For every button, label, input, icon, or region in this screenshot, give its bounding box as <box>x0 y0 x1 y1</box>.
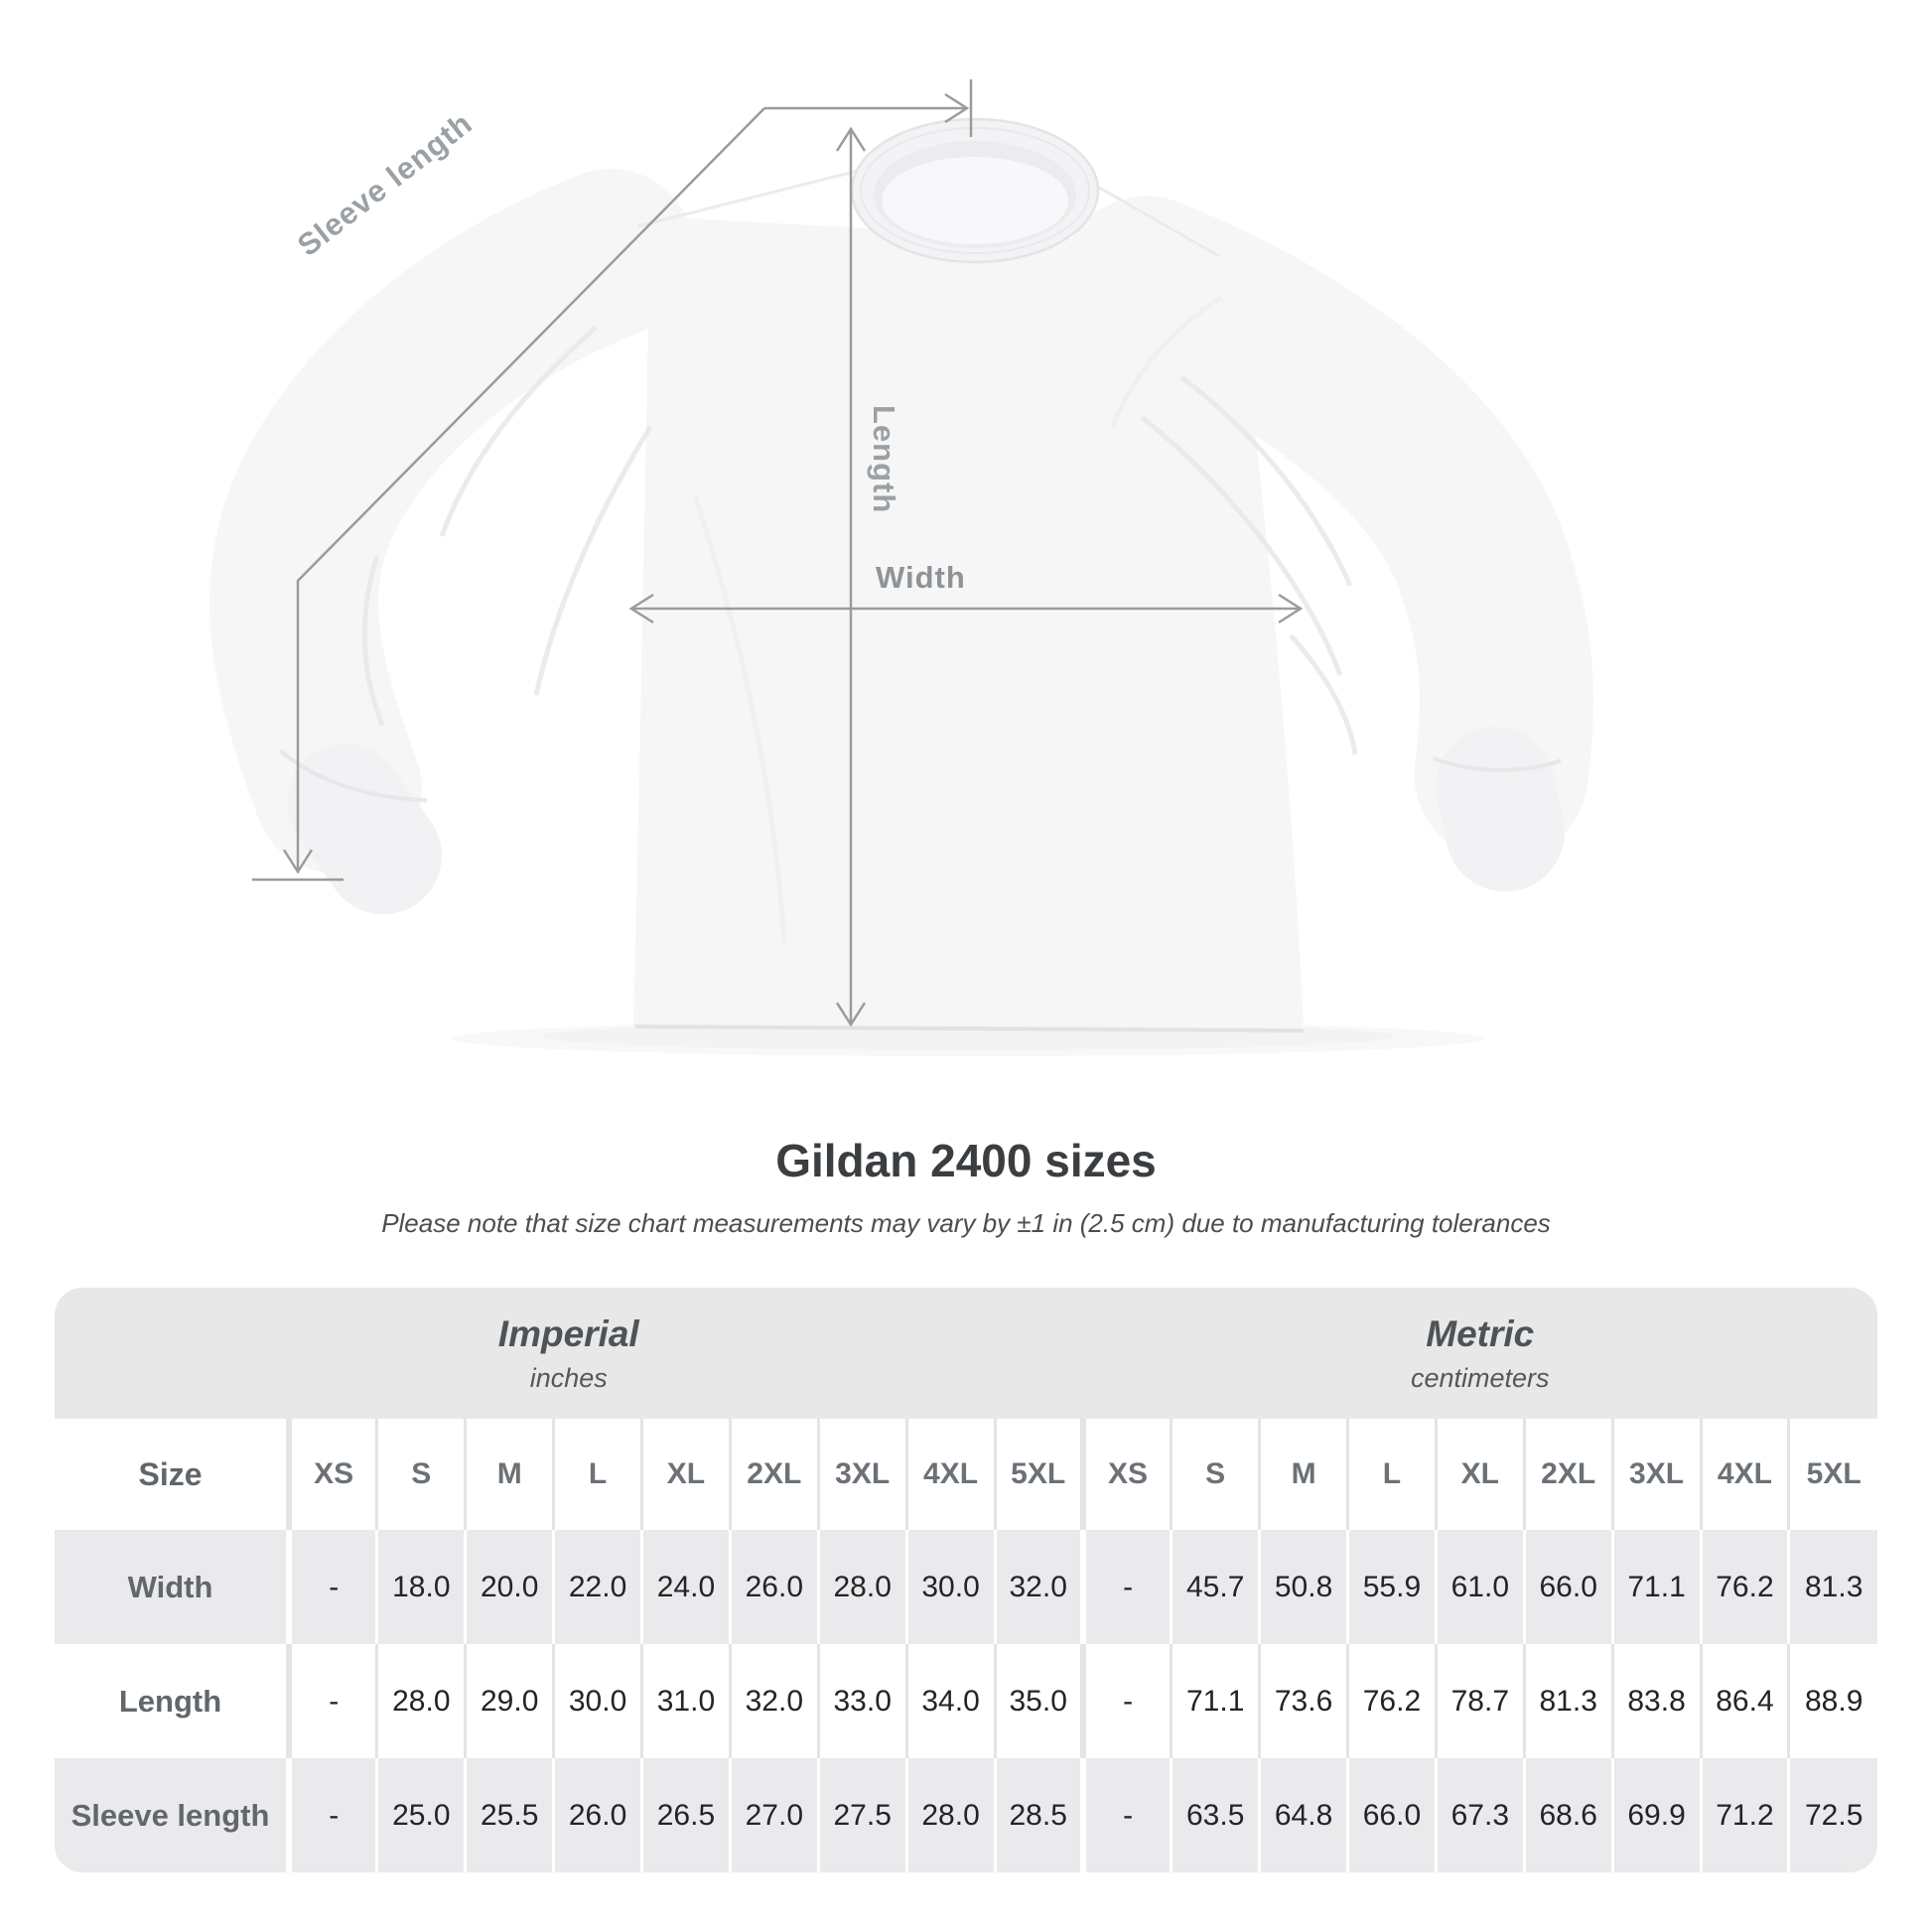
measurement-cell: 45.7 <box>1172 1530 1260 1644</box>
measurement-cell: - <box>1083 1644 1172 1758</box>
size-col-header-imperial-5xl: 5XL <box>995 1419 1083 1530</box>
size-col-header-imperial-xl: XL <box>642 1419 731 1530</box>
size-col-header-metric-l: L <box>1348 1419 1437 1530</box>
measurement-cell: 81.3 <box>1524 1644 1612 1758</box>
measurement-cell: 88.9 <box>1789 1644 1877 1758</box>
metric-group-header <box>1083 1288 1877 1419</box>
metric-group-name: Metric <box>1426 1312 1535 1354</box>
size-col-header-metric-4xl: 4XL <box>1701 1419 1789 1530</box>
measurement-cell: 30.0 <box>906 1530 995 1644</box>
measurement-cell: 50.8 <box>1260 1530 1348 1644</box>
measurements-table <box>55 1419 1877 1872</box>
size-header-row <box>55 1419 1877 1530</box>
measurement-cell: 61.0 <box>1436 1530 1524 1644</box>
size-col-header-imperial-3xl: 3XL <box>818 1419 906 1530</box>
size-col-header-metric-xs: XS <box>1083 1419 1172 1530</box>
row-label: Sleeve length <box>70 1797 270 1833</box>
size-col-header-metric-s: S <box>1172 1419 1260 1530</box>
size-col-header-metric-2xl: 2XL <box>1524 1419 1612 1530</box>
measurement-cell: 63.5 <box>1172 1758 1260 1872</box>
size-chart-table <box>55 1288 1877 1872</box>
measurement-cell: 24.0 <box>642 1530 731 1644</box>
measurement-cell: 83.8 <box>1612 1644 1701 1758</box>
tolerance-note: Please note that size chart measurements may vary by ±1 in (2.5 cm) due to manufacturing tolerances <box>381 1208 1551 1238</box>
measurement-cell: - <box>289 1758 377 1872</box>
measurement-cell: 26.5 <box>642 1758 731 1872</box>
measurement-cell: 28.5 <box>995 1758 1083 1872</box>
measurement-cell: 71.2 <box>1701 1758 1789 1872</box>
measurement-cell: 73.6 <box>1260 1644 1348 1758</box>
measurement-cell: 76.2 <box>1701 1530 1789 1644</box>
page-title: Gildan 2400 sizes <box>775 1135 1157 1186</box>
measurement-cell: 32.0 <box>995 1530 1083 1644</box>
measurement-cell: 25.5 <box>466 1758 554 1872</box>
row-label: Width <box>127 1569 213 1604</box>
width-label: Width <box>876 560 966 595</box>
measurement-cell: 26.0 <box>554 1758 642 1872</box>
table-row-sleeve-length <box>55 1758 1877 1872</box>
measurement-cell: - <box>289 1644 377 1758</box>
measurement-cell: 55.9 <box>1348 1530 1437 1644</box>
measurement-cell: 86.4 <box>1701 1644 1789 1758</box>
size-col-header-imperial-m: M <box>466 1419 554 1530</box>
measurement-cell: 78.7 <box>1436 1644 1524 1758</box>
measurement-cell: 66.0 <box>1348 1758 1437 1872</box>
measurement-cell: 81.3 <box>1789 1530 1877 1644</box>
measurement-cell: - <box>1083 1530 1172 1644</box>
measurement-cell: 29.0 <box>466 1644 554 1758</box>
measurement-cell: 76.2 <box>1348 1644 1437 1758</box>
measurement-cell: 27.0 <box>730 1758 818 1872</box>
measurement-cell: 26.0 <box>730 1530 818 1644</box>
measurement-cell: 22.0 <box>554 1530 642 1644</box>
size-column-header: Size <box>138 1455 203 1492</box>
measurement-cell: 66.0 <box>1524 1530 1612 1644</box>
size-col-header-metric-5xl: 5XL <box>1789 1419 1877 1530</box>
measurement-cell: 28.0 <box>906 1758 995 1872</box>
measurement-cell: 67.3 <box>1436 1758 1524 1872</box>
row-label: Length <box>118 1683 222 1719</box>
length-label: Length <box>867 405 901 514</box>
size-col-header-metric-xl: XL <box>1436 1419 1524 1530</box>
title-block <box>0 1137 1932 1238</box>
measurement-cell: 28.0 <box>818 1530 906 1644</box>
size-col-header-imperial-s: S <box>377 1419 466 1530</box>
measurement-cell: 68.6 <box>1524 1758 1612 1872</box>
sleeve-length-label: Sleeve length <box>291 105 480 263</box>
unit-group-banner <box>55 1288 1877 1419</box>
size-col-header-imperial-l: L <box>554 1419 642 1530</box>
measurement-cell: 30.0 <box>554 1644 642 1758</box>
imperial-group-header <box>55 1288 1083 1419</box>
size-col-header-metric-m: M <box>1260 1419 1348 1530</box>
metric-group-unit: centimeters <box>1410 1362 1550 1393</box>
measurement-cell: 25.0 <box>377 1758 466 1872</box>
measurement-cell: 32.0 <box>730 1644 818 1758</box>
measurement-cell: 72.5 <box>1789 1758 1877 1872</box>
imperial-group-unit: inches <box>529 1362 608 1393</box>
measurement-cell: 34.0 <box>906 1644 995 1758</box>
measurement-cell: 35.0 <box>995 1644 1083 1758</box>
measurement-cell: 27.5 <box>818 1758 906 1872</box>
measurement-cell: 31.0 <box>642 1644 731 1758</box>
table-row-length <box>55 1644 1877 1758</box>
measurement-cell: - <box>289 1530 377 1644</box>
size-col-header-imperial-2xl: 2XL <box>730 1419 818 1530</box>
imperial-group-name: Imperial <box>497 1312 639 1354</box>
measurement-cell: 71.1 <box>1172 1644 1260 1758</box>
table-row-width <box>55 1530 1877 1644</box>
measurement-cell: 18.0 <box>377 1530 466 1644</box>
measurement-cell: 20.0 <box>466 1530 554 1644</box>
measurement-cell: 28.0 <box>377 1644 466 1758</box>
size-col-header-imperial-xs: XS <box>289 1419 377 1530</box>
size-col-header-metric-3xl: 3XL <box>1612 1419 1701 1530</box>
measurement-cell: - <box>1083 1758 1172 1872</box>
measurement-cell: 71.1 <box>1612 1530 1701 1644</box>
measurement-cell: 33.0 <box>818 1644 906 1758</box>
measurement-cell: 64.8 <box>1260 1758 1348 1872</box>
size-col-header-imperial-4xl: 4XL <box>906 1419 995 1530</box>
measurement-cell: 69.9 <box>1612 1758 1701 1872</box>
